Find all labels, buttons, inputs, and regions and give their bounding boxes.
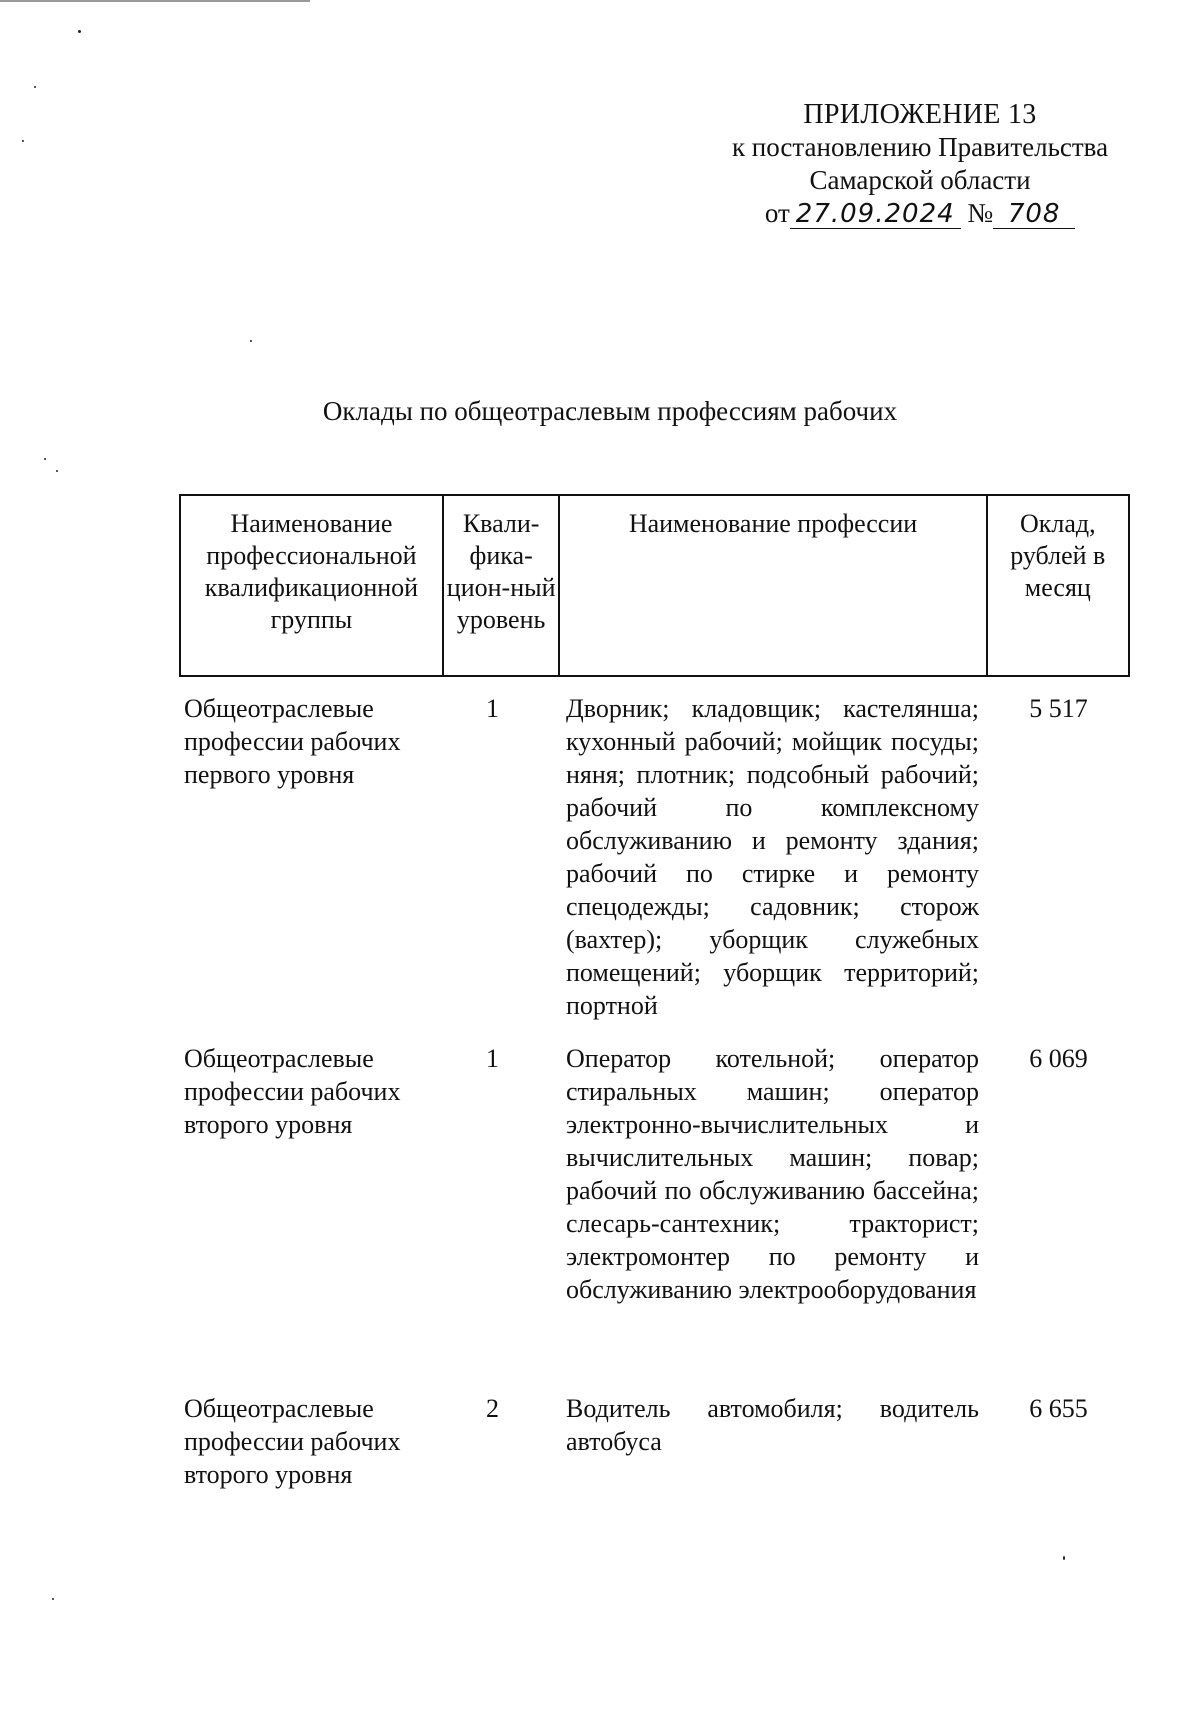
scan-speck (78, 30, 81, 33)
cell-level: 1 (486, 694, 499, 723)
cell-professions: Оператор котельной; оператор стиральных машин; оператор электронно-вычислительных и вычислительных машин; повар; рабочий по обслуживанию бассейна; слесарь-сантехник; тракторист; электромонтер по ремонту и обслуживанию электрооборудования (566, 1044, 979, 1304)
scan-speck (56, 470, 58, 472)
scan-speck (250, 340, 252, 342)
cell-professions: Дворник; кладовщик; кастелянша; кухонный рабочий; мойщик посуды; няня; плотник; подсобный рабочий; рабочий по комплексному обслуживанию и ремонту здания; рабочий по стирке и ремонту спецодежды; садовник; сторож (вахтер); уборщик служебных помещений; уборщик территорий; портной (566, 694, 979, 1020)
scan-speck (52, 1598, 54, 1600)
cell-level: 1 (486, 1044, 499, 1073)
scan-speck (1063, 1556, 1065, 1560)
date-number-line (765, 197, 1075, 230)
handwritten-number: 708 (993, 200, 1075, 229)
scan-artifact-line (0, 0, 310, 2)
appendix-title: ПРИЛОЖЕНИЕ 13 (803, 99, 1037, 130)
date-prefix: от (764, 198, 790, 228)
cell-salary: 5 517 (1029, 694, 1088, 723)
handwritten-date: 27.09.2024 (790, 200, 961, 229)
table-row (179, 692, 1130, 1022)
cell-salary: 6 655 (1029, 1394, 1088, 1423)
table-row (179, 1392, 1130, 1491)
scan-speck (22, 140, 24, 142)
table-header (179, 494, 1130, 677)
header-salary: Оклад, рублей в месяц (986, 496, 1128, 675)
scan-speck (34, 86, 36, 88)
appendix-line-resolution: к постановлению Правительства (731, 132, 1109, 162)
cell-group: Общеотраслевые профессии рабочих первого уровня (184, 694, 401, 789)
salary-table (179, 494, 1130, 1489)
header-level: Квали-фика-цион-ный уровень (442, 496, 559, 675)
document-title: Оклады по общеотраслевым профессиям рабочих (322, 396, 898, 426)
cell-group: Общеотраслевые профессии рабочих второго уровня (184, 1044, 401, 1139)
cell-salary: 6 069 (1029, 1044, 1088, 1073)
cell-professions: Водитель автомобиля; водитель автобуса (566, 1394, 979, 1456)
header-group: Наименование профессиональной квалификационной группы (204, 509, 419, 634)
header-profession: Наименование профессии (558, 496, 985, 675)
appendix-header (700, 98, 1140, 230)
table-row (179, 1042, 1130, 1306)
cell-group: Общеотраслевые профессии рабочих второго уровня (184, 1394, 401, 1489)
scan-speck (44, 458, 46, 460)
number-sign: № (967, 198, 994, 228)
cell-level: 2 (486, 1394, 499, 1423)
appendix-line-region: Самарской области (809, 165, 1031, 195)
